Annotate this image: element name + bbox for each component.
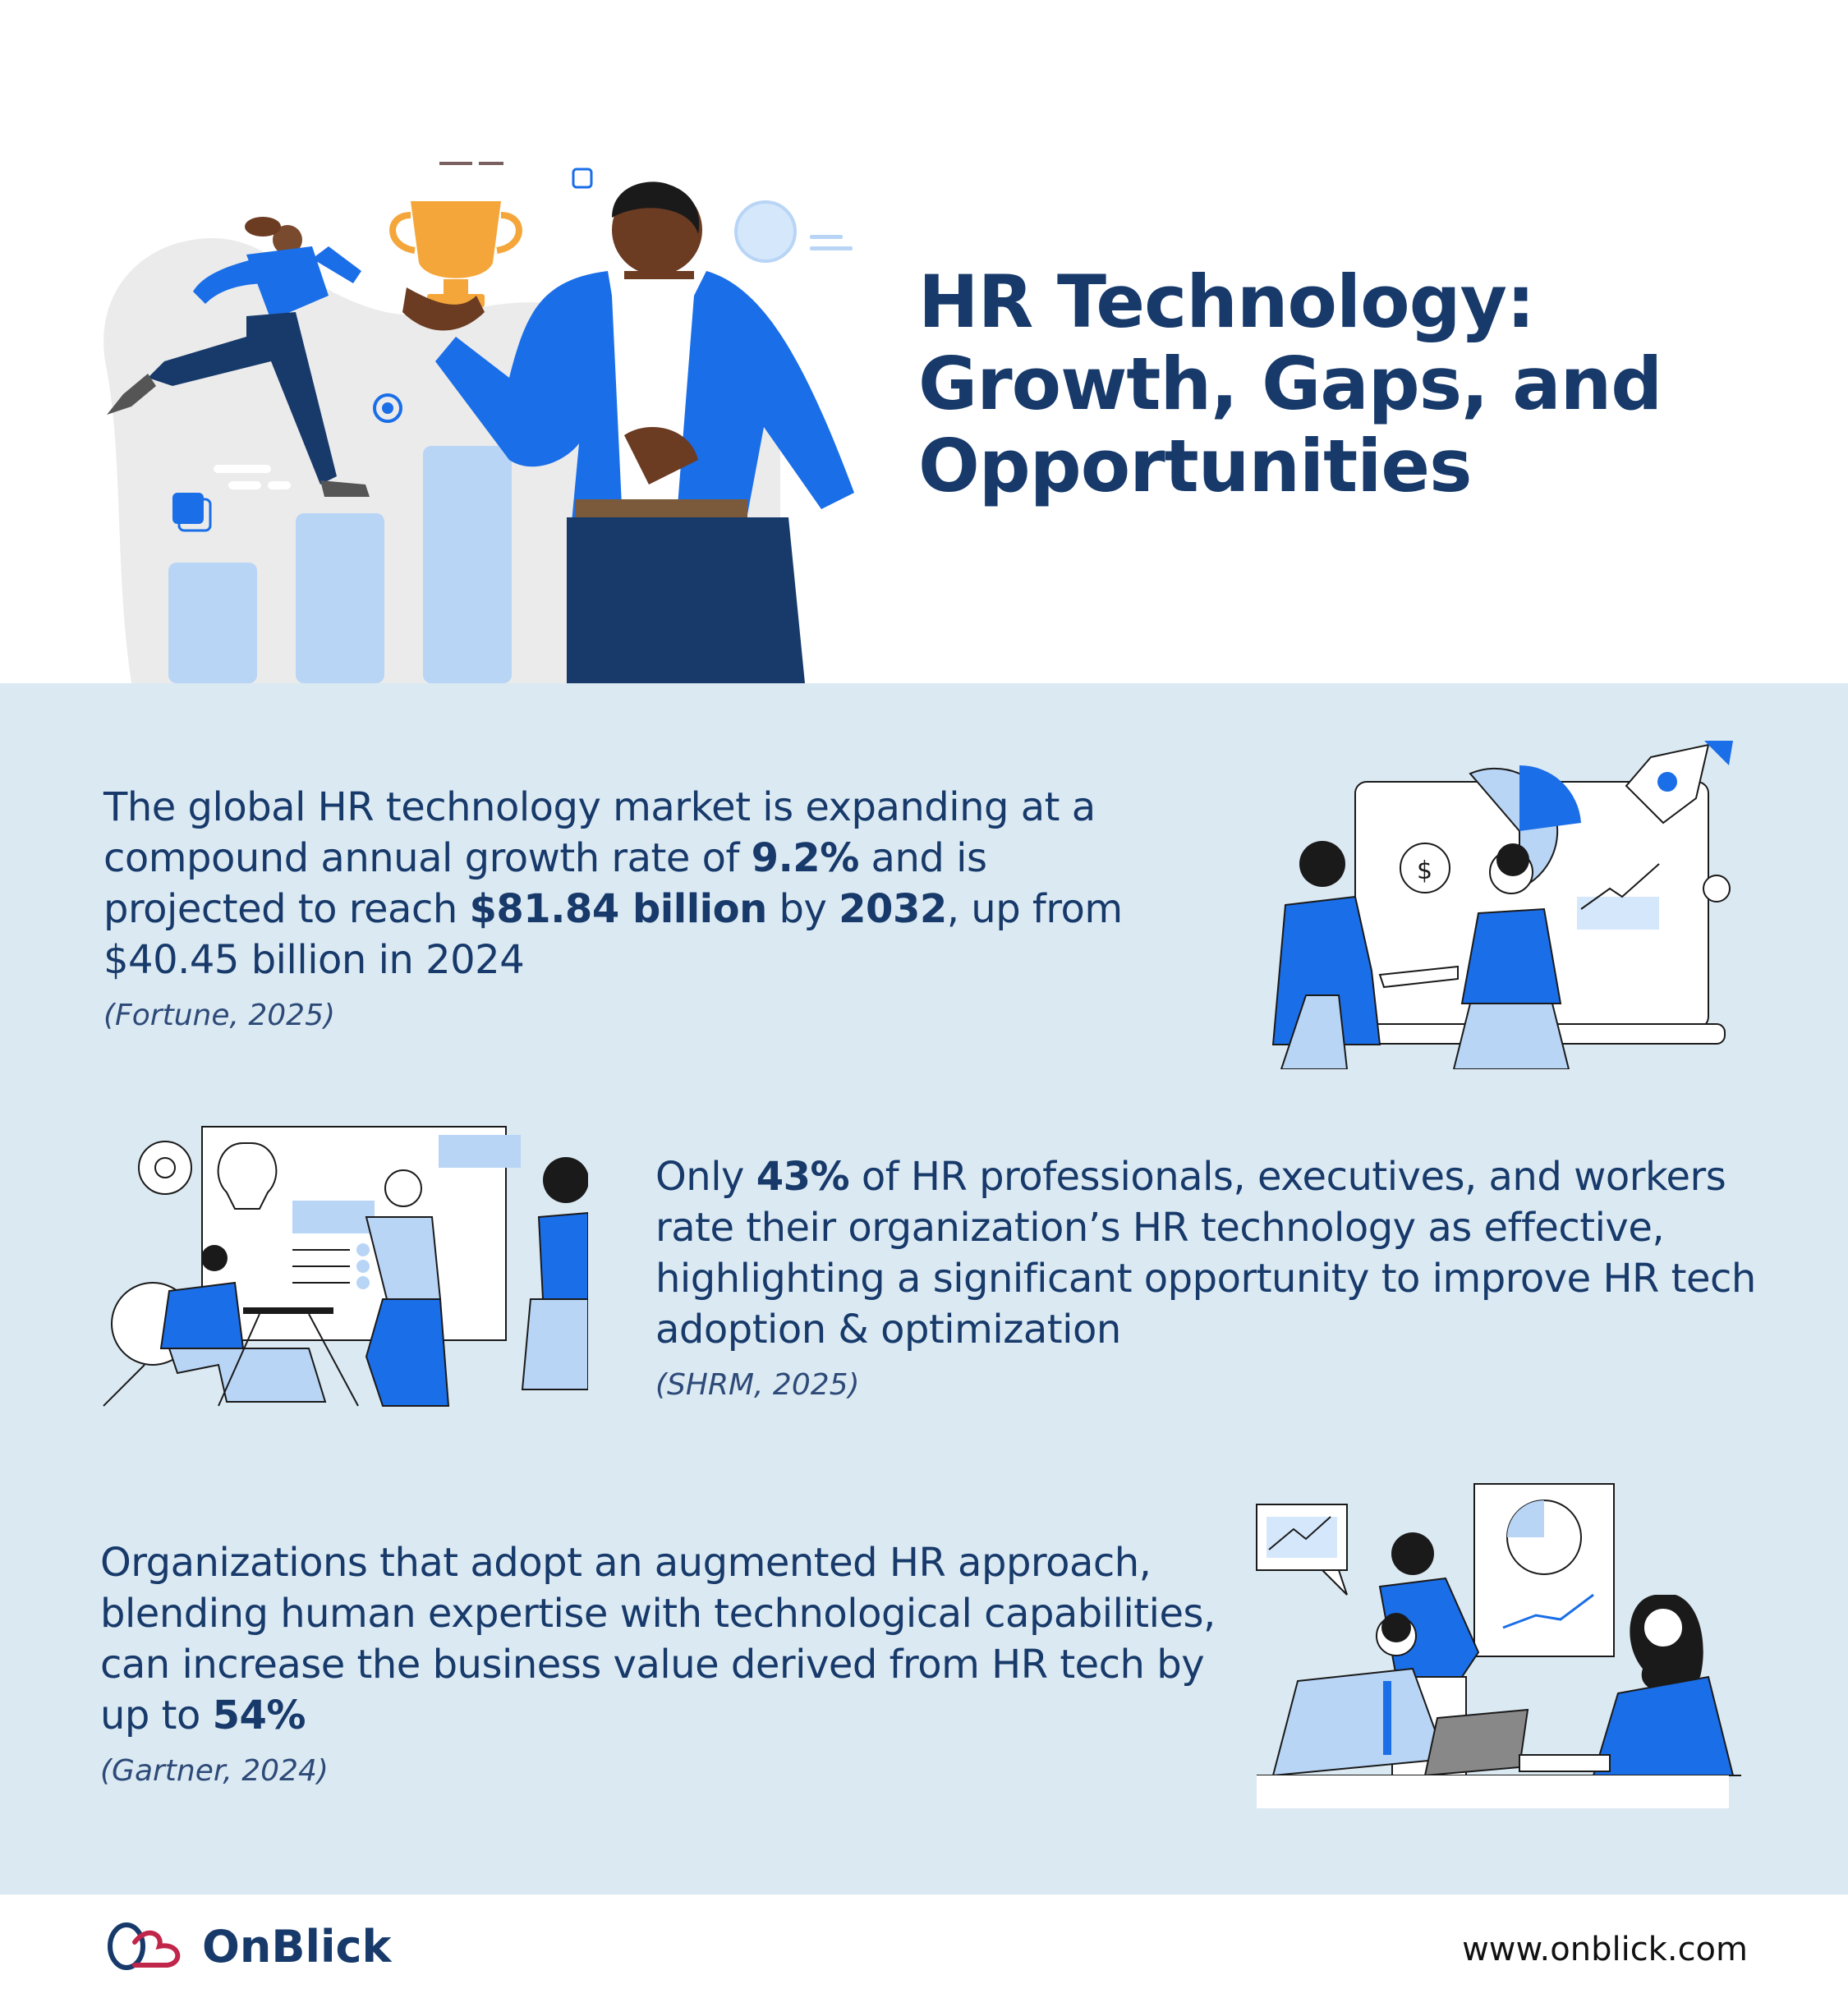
stat-text: Only 43% of HR professionals, executives, and workers rate their organization’s HR technology as effective, highlighting a significant opportunity to improve HR tech adoption & optimization xyxy=(655,1154,1756,1353)
brand-logo[interactable] xyxy=(102,1918,391,1975)
stats-panel xyxy=(0,683,1848,1895)
stat-tech-effectiveness xyxy=(655,1151,1756,1402)
page-title xyxy=(918,261,1781,508)
title-line-1: HR Technology: xyxy=(918,260,1535,344)
stat-market-growth xyxy=(103,782,1138,1032)
title-line-3: Opportunities xyxy=(918,424,1472,508)
brand-name: OnBlick xyxy=(202,1920,392,1973)
hero-illustration xyxy=(0,0,903,683)
svg-text:$: $ xyxy=(1417,857,1433,885)
website-link[interactable]: www.onblick.com xyxy=(1462,1931,1748,1968)
meeting-illustration xyxy=(1248,1480,1741,1817)
team-collaboration-illustration xyxy=(95,1110,588,1463)
stat-text: Organizations that adopt an augmented HR approach, blending human expertise with technological capabilities, can increase the business value derived from HR tech by up to 54% xyxy=(100,1540,1216,1738)
stat-source: (Gartner, 2024) xyxy=(100,1754,329,1788)
stat-source: (SHRM, 2025) xyxy=(655,1368,860,1402)
title-line-2: Growth, Gaps, and xyxy=(918,342,1662,426)
business-growth-illustration xyxy=(1248,733,1741,1069)
stat-augmented-hr xyxy=(100,1537,1217,1788)
onblick-logo-icon xyxy=(102,1918,192,1975)
hero-section xyxy=(0,0,1848,683)
stat-source: (Fortune, 2025) xyxy=(103,999,336,1032)
stat-text: The global HR technology market is expanding at a compound annual growth rate of 9.2% and is projected to reach $81.84 billion by 2032, up from $40.45 billion in 2024 xyxy=(103,784,1123,983)
footer xyxy=(0,1895,1848,1998)
